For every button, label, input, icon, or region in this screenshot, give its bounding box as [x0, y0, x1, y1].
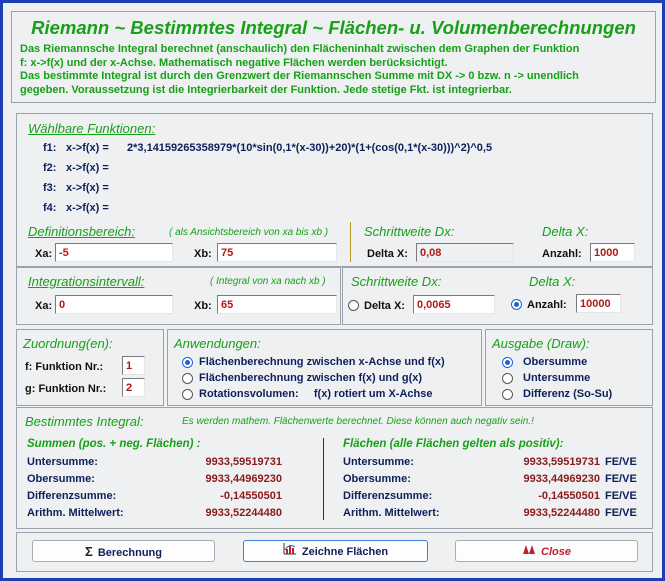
intro-line: Das bestimmte Integral ist durch den Grenzwert der Riemannschen Summe mit DX -> 0 bzw. n -> unendlich [20, 70, 579, 82]
area-label: Arithm. Mittelwert: [343, 507, 440, 519]
definition-note: ( als Ansichtsbereich von xa bis xb ) [169, 227, 329, 238]
assignment-heading: Zuordnung(en): [23, 336, 113, 351]
results-heading: Bestimmtes Integral: [25, 414, 144, 429]
applications-panel [167, 329, 482, 406]
chart-icon [283, 541, 297, 563]
area-value: 9933,59519731 [523, 456, 600, 468]
area-unit: FE/VE [605, 473, 637, 485]
sums-heading: Summen (pos. + neg. Flächen) : [27, 438, 201, 450]
function-expr-f1[interactable]: 2*3,14159265358979*(10*sin(0,1*(x-30))+20)*(1+(cos(0,1*(x-30)))^2)^0,5 [127, 142, 493, 154]
area-unit: FE/VE [605, 490, 637, 502]
definition-xb-label: Xb: [194, 248, 212, 260]
area-value: 9933,44969230 [523, 473, 600, 485]
function-prefix: x->f(x) = [66, 182, 109, 194]
function-label-f1: f1: [43, 142, 57, 154]
definition-delta-heading: Delta X: [542, 224, 589, 239]
area-label: Obersumme: [343, 473, 411, 485]
intro-line: Das Riemannsche Integral berechnet (anschaulich) den Flächeninhalt zwischen dem Graphen der Funktion [20, 43, 580, 55]
header-panel [11, 11, 656, 103]
assignment-g-input[interactable]: 2 [122, 378, 145, 397]
application-label: Rotationsvolumen: f(x) rotiert um X-Achse [199, 388, 433, 400]
sum-value: 9933,59519731 [205, 456, 282, 468]
button-bar [16, 532, 653, 572]
area-unit: FE/VE [605, 507, 637, 519]
calculate-button-label: Berechnung [97, 547, 162, 559]
divider [350, 222, 351, 262]
assignment-g-label: g: Funktion Nr.: [25, 383, 107, 395]
close-button[interactable] [455, 540, 638, 562]
assignment-f-label: f: Funktion Nr.: [25, 361, 104, 373]
area-label: Differenzsumme: [343, 490, 433, 502]
integration-xb-label: Xb: [194, 300, 212, 312]
area-value: 9933,52244480 [523, 507, 600, 519]
sum-value: 9933,44969230 [205, 473, 282, 485]
integration-delta-input[interactable]: 0,0065 [413, 295, 495, 314]
areas-heading: Flächen (alle Flächen gelten als positiv): [343, 438, 564, 450]
sum-label: Obersumme: [27, 473, 95, 485]
definition-delta-label: Delta X: [367, 248, 408, 260]
integration-count-radio[interactable] [511, 299, 522, 310]
sum-value: 9933,52244480 [205, 507, 282, 519]
function-label-f2: f2: [43, 162, 57, 174]
output-label: Obersumme [523, 356, 588, 368]
intro-line: f: x->f(x) und der x-Achse. Mathematisch negative Flächen werden berücksichtigt. [20, 56, 448, 69]
function-prefix: x->f(x) = [66, 202, 109, 214]
sum-label: Untersumme: [27, 456, 98, 468]
page-title: Riemann ~ Bestimmtes Integral ~ Flächen- u. Volumenberechnungen [31, 17, 636, 38]
results-note: Es werden mathem. Flächenwerte berechnet. Diese können auch negativ sein.! [182, 416, 534, 427]
close-icon [522, 541, 536, 563]
application-label: Flächenberechnung zwischen f(x) und g(x) [199, 372, 423, 384]
definition-xb-input[interactable]: 75 [217, 243, 337, 262]
integration-count-input[interactable]: 10000 [576, 294, 621, 313]
sum-label: Differenzsumme: [27, 490, 117, 502]
assignment-f-input[interactable]: 1 [122, 356, 145, 375]
integration-count-label: Anzahl: [527, 299, 567, 311]
application-radio-area-x-axis[interactable] [182, 357, 193, 368]
calculate-button[interactable] [32, 540, 215, 562]
applications-heading: Anwendungen: [174, 336, 261, 351]
area-value: -0,14550501 [538, 490, 600, 502]
integration-step-heading: Schrittweite Dx: [351, 274, 442, 289]
output-label: Untersumme [523, 372, 591, 384]
draw-areas-button[interactable] [243, 540, 428, 562]
definition-count-label: Anzahl: [542, 248, 582, 260]
output-heading: Ausgabe (Draw): [492, 336, 590, 351]
function-prefix: x->f(x) = [66, 142, 109, 154]
integration-step-panel [342, 267, 653, 325]
function-label-f4: f4: [43, 202, 57, 214]
output-radio-differenz[interactable] [502, 389, 513, 400]
functions-heading: Wählbare Funktionen: [28, 121, 156, 136]
application-radio-area-fg[interactable] [182, 373, 193, 384]
definition-heading: Definitionsbereich: [28, 224, 135, 239]
definition-step-heading: Schrittweite Dx: [364, 224, 455, 239]
integration-delta-label: Delta X: [364, 300, 405, 312]
function-label-f3: f3: [43, 182, 57, 194]
integration-delta-radio[interactable] [348, 300, 359, 311]
output-panel [485, 329, 653, 406]
functions-panel [16, 113, 653, 267]
application-radio-rotation[interactable] [182, 389, 193, 400]
integration-heading: Integrationsintervall: [28, 274, 145, 289]
output-label: Differenz (So-Su) [523, 388, 613, 400]
area-label: Untersumme: [343, 456, 414, 468]
draw-areas-button-label: Zeichne Flächen [301, 546, 389, 558]
area-unit: FE/VE [605, 456, 637, 468]
integration-xa-input[interactable]: 0 [55, 295, 173, 314]
function-prefix: x->f(x) = [66, 162, 109, 174]
output-radio-untersumme[interactable] [502, 373, 513, 384]
definition-count-input[interactable]: 1000 [590, 243, 635, 262]
results-divider [323, 438, 324, 520]
integration-delta-heading: Delta X: [529, 274, 576, 289]
close-button-label: Close [541, 546, 571, 558]
results-panel [16, 407, 653, 529]
integration-xa-label: Xa: [35, 300, 53, 312]
definition-xa-input[interactable]: -5 [55, 243, 173, 262]
integration-note: ( Integral von xa nach xb ) [210, 276, 326, 287]
integration-panel [16, 267, 341, 325]
sigma-icon: Σ [85, 544, 93, 559]
definition-xa-label: Xa: [35, 248, 53, 260]
sum-label: Arithm. Mittelwert: [27, 507, 124, 519]
intro-line: gegeben. Voraussetzung ist die Integrierbarkeit der Funktion. Jede stetige Fkt. ist integrierbar. [20, 83, 512, 96]
integration-xb-input[interactable]: 65 [217, 295, 337, 314]
sum-value: -0,14550501 [220, 490, 282, 502]
assignment-panel [16, 329, 164, 406]
application-label: Flächenberechnung zwischen x-Achse und f(x) [199, 356, 445, 368]
output-radio-obersumme[interactable] [502, 357, 513, 368]
definition-delta-input[interactable]: 0,08 [416, 243, 514, 262]
intro-text [20, 43, 650, 97]
